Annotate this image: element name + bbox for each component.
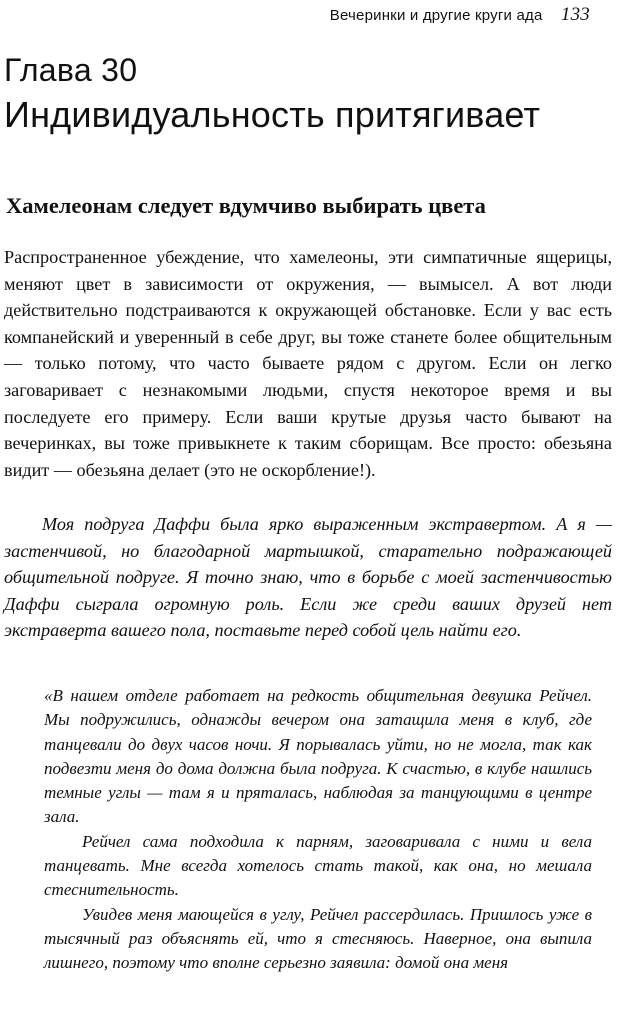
section-heading: Хамелеонам следует вдумчиво выбирать цвета [6, 193, 486, 218]
running-title: Вечеринки и другие круги ада [329, 7, 543, 24]
quote-paragraph: Увидев меня мающейся в углу, Рейчел рассердилась. Пришлось уже в тысячный раз объяснять ей, что я стесняюсь. Наверное, она выпила лишнего, поэтому что вполне серьезно заявила: домой она меня [44, 904, 592, 973]
running-header [330, 4, 590, 26]
chapter-label: Глава 30 [4, 52, 138, 88]
chapter-title: Индивидуальность притягивает [4, 94, 541, 135]
quote-paragraph: Рейчел сама подходила к парням, заговаривала с ними и вела танцевать. Мне всегда хотелось стать такой, как она, но мешала стеснительность. [44, 831, 592, 900]
italic-paragraph: Моя подруга Даффи была ярко выраженным экстравертом. А я — застенчивой, но благодарной мартышкой, старательно подражающей общительной подруге. Я точно знаю, что в борьбе с моей застенчивостью Даффи сыграла огромную роль. Если же среди ваших друзей нет экстраверта вашего пола, поставьте перед собой цель найти его. [4, 514, 612, 641]
page-number: 133 [560, 4, 590, 25]
quote-block [44, 684, 592, 976]
quote-paragraph: «В нашем отделе работает на редкость общительная девушка Рейчел. Мы подружились, однажды вечером она затащила меня в клуб, где танцевали до двух часов ночи. Я порывалась уйти, но не могла, так как подвезти меня до дома должна была подруга. К счастью, в клубе нашлись темные углы — там я и пряталась, наблюдая за танцующими в центре зала. [44, 686, 592, 827]
body-paragraph: Распространенное убеждение, что хамелеоны, эти симпатичные ящерицы, меняют цвет в зависимости от окружения, — вымысел. А вот люди действительно подстраиваются к окружающей обстановке. Если у вас есть компанейский и уверенный в себе друг, вы тоже станете более общительным — только потому, что часто бываете рядом с другом. Если он легко заговаривает с незнакомыми людьми, спустя некоторое время и вы последуете его примеру. Если ваши крутые друзья часто бывают на вечеринках, вы тоже привыкнете к таким сборищам. Все просто: обезьяна видит — обезьяна делает (это не оскорбление!). [4, 247, 612, 480]
